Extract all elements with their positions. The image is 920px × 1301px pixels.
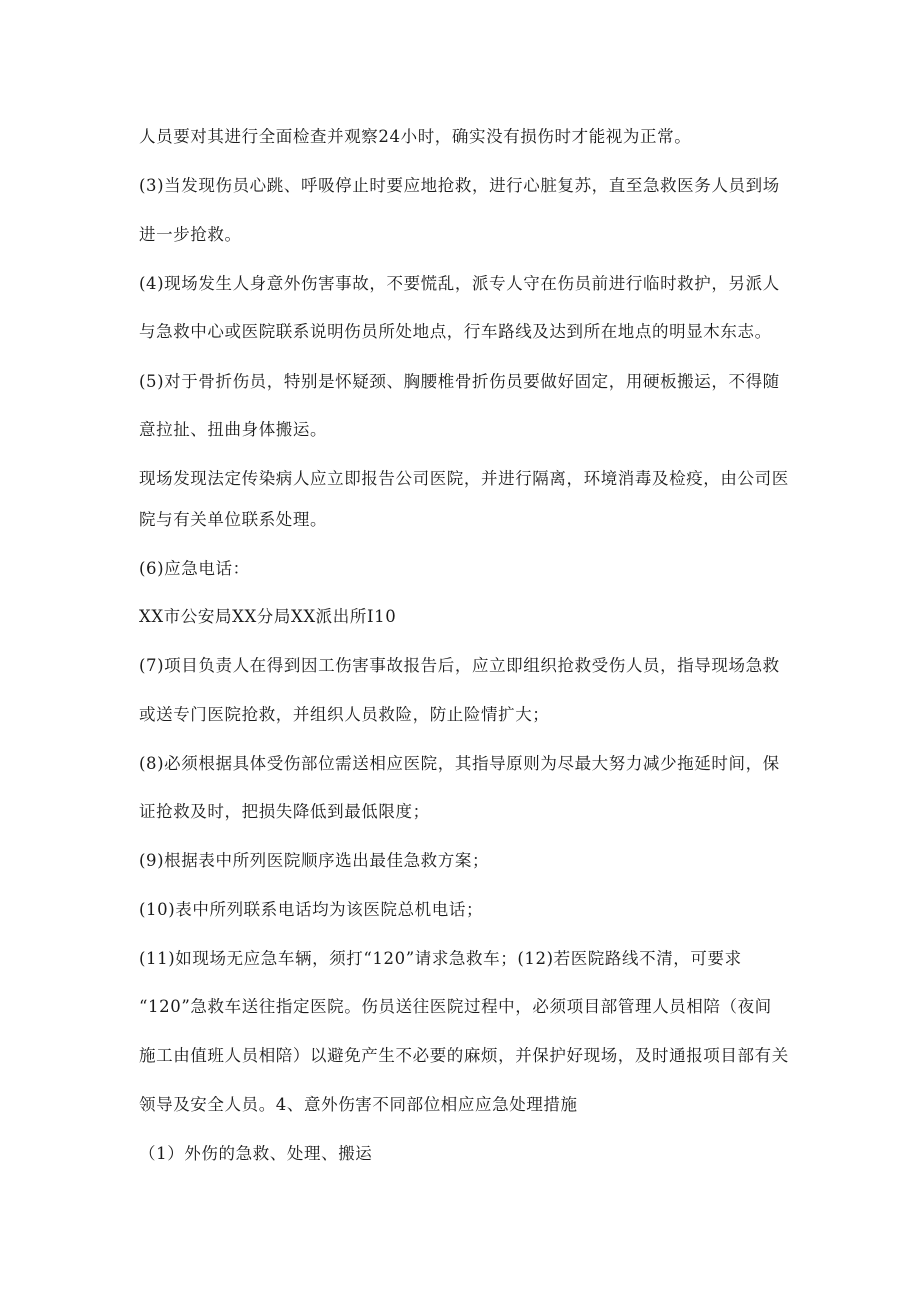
text-line-2: (3)当发现伤员心跳、呼吸停止时要应地抢救，进行心脏复苏，直至急救医务人员到场 [139,176,780,195]
text-line-10: (6)应急电话： [139,559,250,578]
text-line-13: 或送专门医院抢救，并组织人员救险，防止险情扩大； [139,705,550,724]
text-line-22: （1）外伤的急救、处理、搬运 [139,1144,373,1163]
text-line-1: 人员要对其进行全面检查并观察24小时，确实没有损伤时才能视为正常。 [139,127,692,146]
text-line-12: (7)项目负责人在得到因工伤害事故报告后，应立即组织抢救受伤人员，指导现场急救 [139,656,780,675]
text-line-8: 现场发现法定传染病人应立即报告公司医院，并进行隔离，环境消毒及检疫，由公司医 [139,469,789,488]
text-line-14: (8)必须根据具体受伤部位需送相应医院，其指导原则为尽最大努力减少拖延时间，保 [139,754,780,773]
text-line-5: 与急救中心或医院联系说明伤员所处地点，行车路线及达到所在地点的明显木东志。 [139,322,772,341]
text-line-4: (4)现场发生人身意外伤害事故，不要慌乱，派专人守在伤员前进行临时救护，另派人 [139,274,780,293]
text-line-21: 领导及安全人员。4、意外伤害不同部位相应应急处理措施 [139,1095,578,1114]
text-line-17: (10)表中所列联系电话均为该医院总机电话； [139,900,484,919]
text-line-7: 意拉扯、扭曲身体搬运。 [139,420,328,439]
text-line-16: (9)根据表中所列医院顺序选出最佳急救方案； [139,851,490,870]
text-line-18: (11)如现场无应急车辆，须打“120”请求急救车；(12)若医院路线不清，可要求 [139,949,742,968]
text-line-11: XX市公安局XX分局XX派出所I10 [139,607,397,626]
text-line-20: 施工由值班人员相陪）以避免产生不必要的麻烦，并保护好现场，及时通报项目部有关 [139,1046,789,1065]
text-line-15: 证抢救及时，把损失降低到最低限度； [139,802,430,821]
text-line-19: “120”急救车送往指定医院。伤员送往医院过程中，必须项目部管理人员相陪（夜间 [139,997,772,1016]
text-line-6: (5)对于骨折伤员，特别是怀疑颈、胸腰椎骨折伤员要做好固定，用硬板搬运，不得随 [139,372,780,391]
text-line-9: 院与有关单位联系处理。 [139,510,328,529]
text-line-3: 进一步抢救。 [139,225,242,244]
